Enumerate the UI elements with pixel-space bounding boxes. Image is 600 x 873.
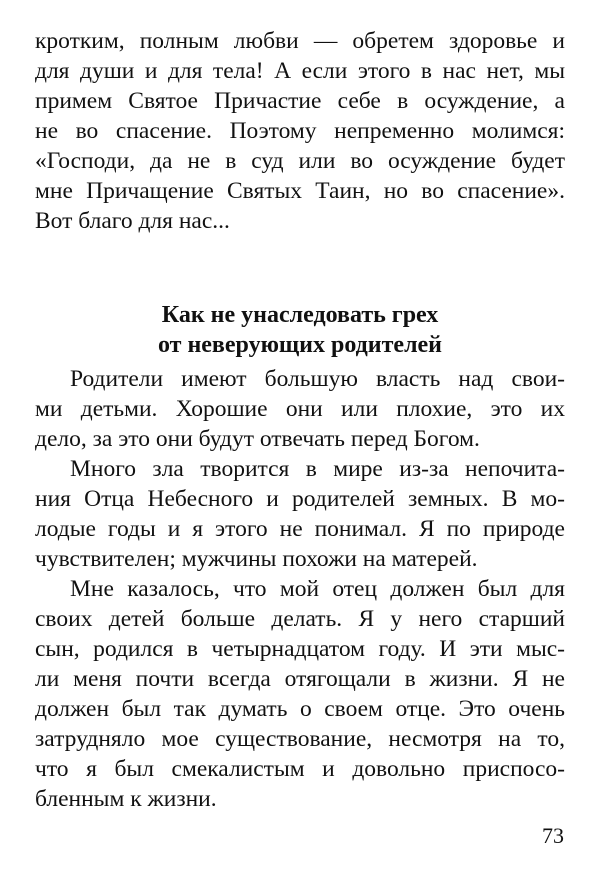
text-line: должен был так думать о своем отце. Это очень [35,696,565,722]
paragraph-3 [35,574,565,814]
text-line: Родители имеют большую власть над свои- [70,366,565,392]
paragraph-1 [35,364,565,454]
page-number: 73 [542,823,564,848]
text-line: мне Причащение Святых Таин, но во спасение». [35,178,565,204]
text-line: затрудняло мое существование, несмотря на то, [35,726,565,752]
text-line: не во спасение. Поэтому непременно молимся: [35,118,565,144]
text-line: лодые годы и я этого не понимал. Я по природе [35,516,565,542]
section-heading [35,300,565,360]
text-line: дело, за это они будут отвечать перед Богом. [35,426,480,452]
text-line: сын, родился в четырнадцатом году. И эти мыс- [35,636,565,662]
text-line: ния Отца Небесного и родителей земных. В мо- [35,486,565,512]
text-line: Много зла творится в мире из-за непочита- [70,456,565,482]
book-page [35,26,565,814]
text-line: ми детьми. Хорошие они или плохие, это их [35,396,565,422]
text-line: Мне казалось, что мой отец должен был для [70,576,565,602]
text-line: своих детей больше делать. Я у него старший [35,606,565,632]
text-line: кротким, полным любви — обретем здоровье и [35,28,565,54]
text-line: для души и для тела! А если этого в нас нет, мы [35,58,565,84]
text-line: ли меня почти всегда отягощали в жизни. Я не [35,666,565,692]
paragraph-2 [35,454,565,574]
paragraph-intro [35,26,565,236]
text-line: Вот благо для нас... [35,208,230,234]
text-line: «Господи, да не в суд или во осуждение будет [35,148,565,174]
text-line: чувствителен; мужчины похожи на матерей. [35,546,478,572]
heading-line-2: от неверующих родителей [157,332,443,358]
text-line: бленным к жизни. [35,786,217,812]
heading-line-1: Как не унаследовать грех [161,302,439,328]
text-line: что я был смекалистым и довольно приспосо- [35,756,565,782]
text-line: примем Святое Причастие себе в осуждение, а [35,88,565,114]
